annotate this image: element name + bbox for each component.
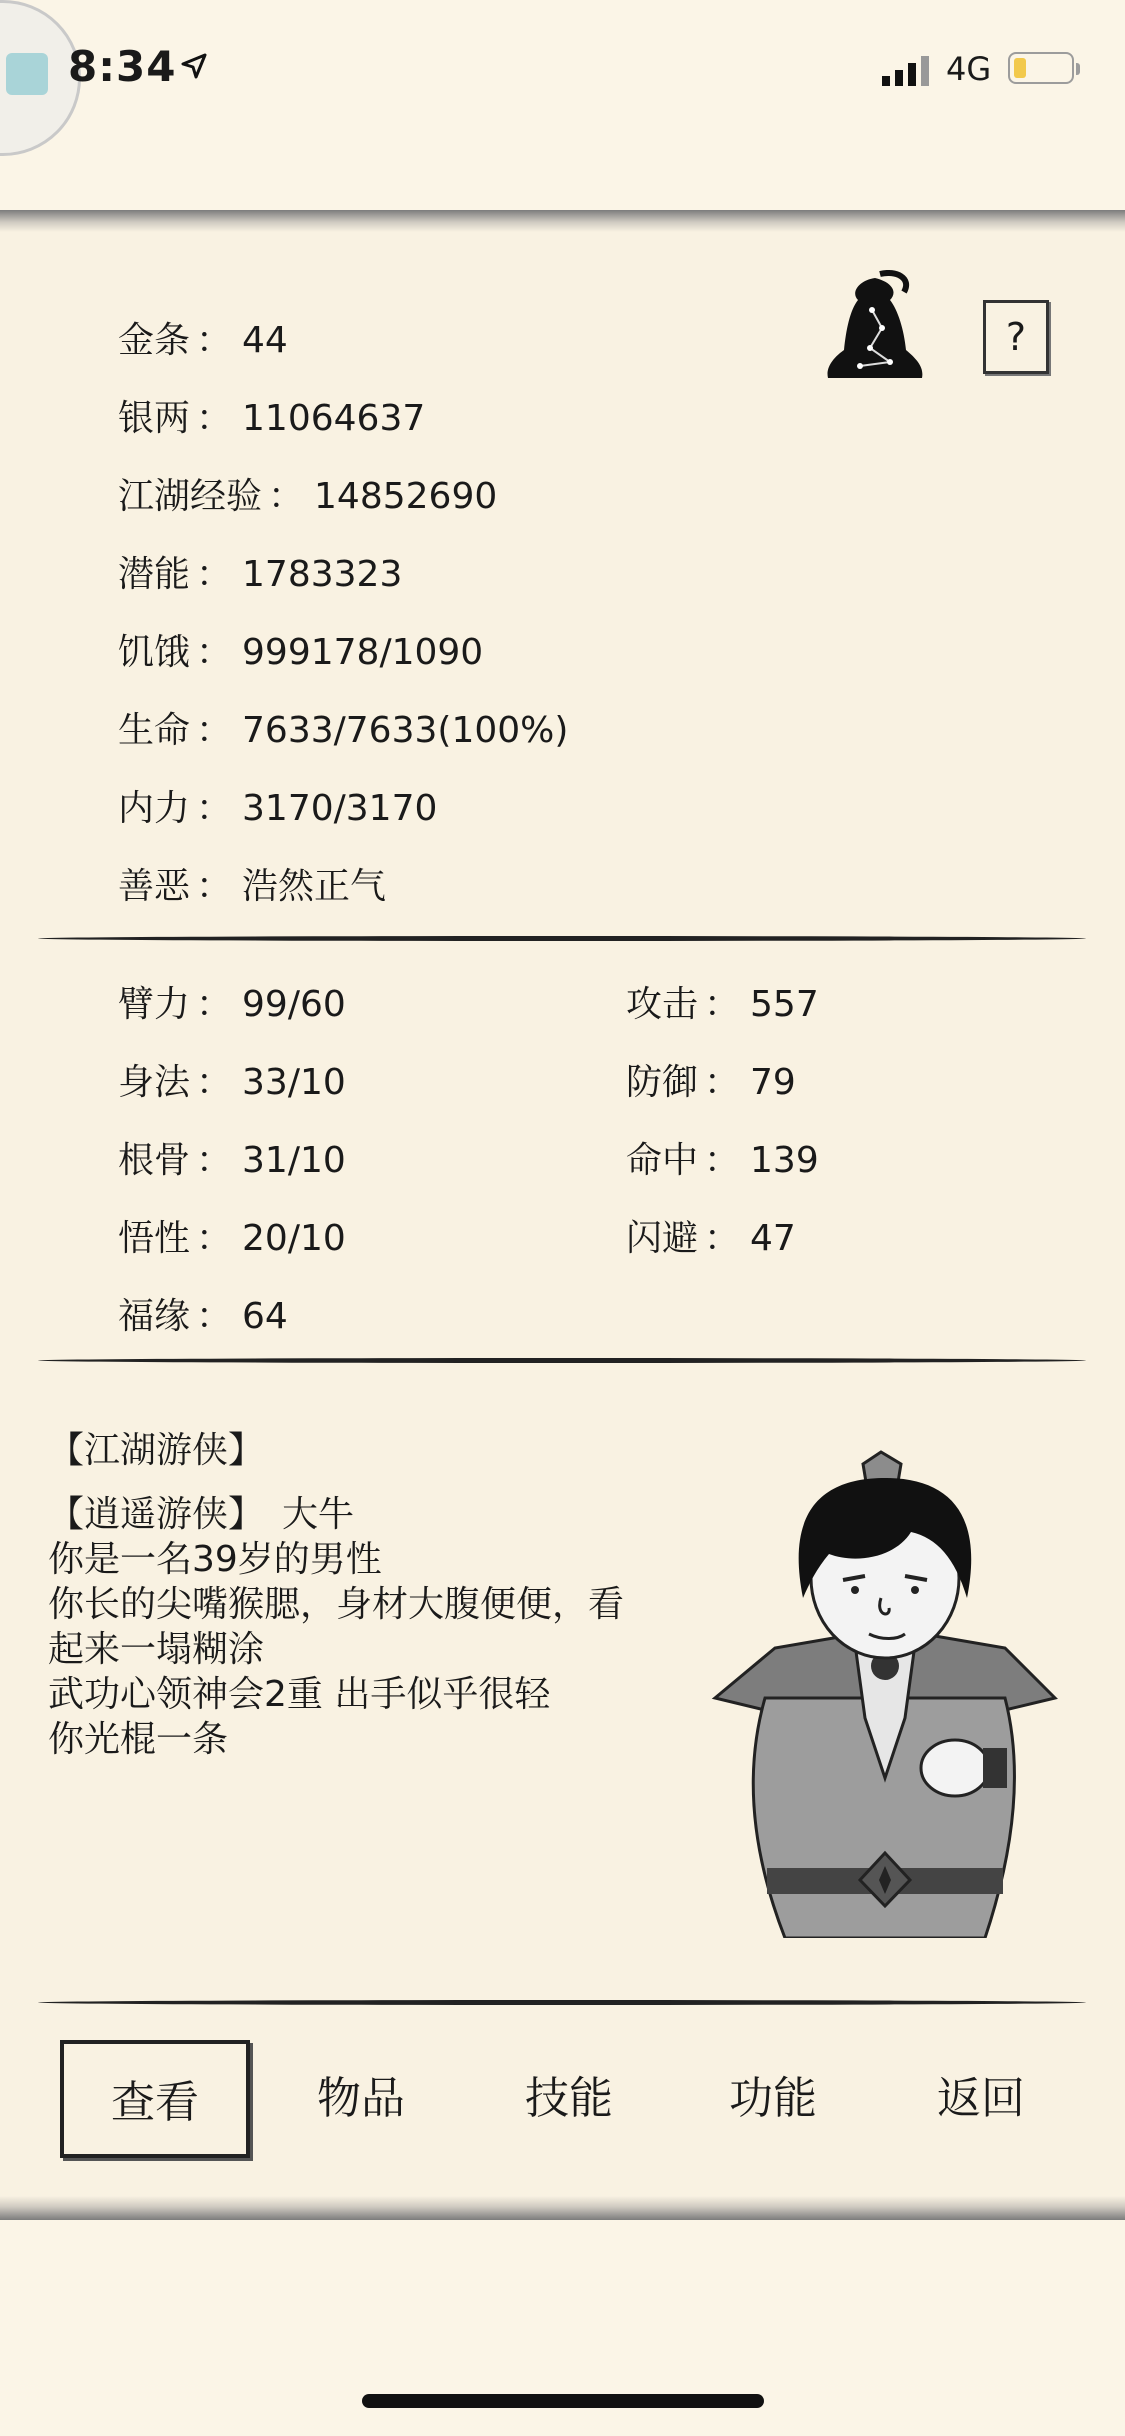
attr-attack: 攻击 ： 557	[626, 984, 819, 1025]
attr-accuracy: 命中 ： 139	[626, 1140, 819, 1181]
desc-line: 【江湖游侠】	[48, 1430, 265, 1471]
stat-row-silver: 银两 ： 11064637	[118, 398, 426, 439]
desc-line: 你长的尖嘴猴腮，身材大腹便便，看	[48, 1584, 625, 1625]
panel-bottom-edge	[0, 2196, 1125, 2220]
meditation-constellation-icon[interactable]	[820, 270, 930, 390]
section-divider	[38, 1358, 1086, 1363]
desc-line: 你是一名39岁的男性	[48, 1539, 382, 1580]
home-indicator[interactable]	[362, 2394, 764, 2408]
tab-view[interactable]: 查看	[60, 2040, 250, 2158]
attr-strength: 臂力 ： 99/60	[118, 984, 346, 1025]
character-portrait	[705, 1448, 1065, 1938]
desc-line: 你光棍一条	[48, 1719, 229, 1760]
cellular-signal-icon	[880, 54, 934, 86]
section-divider	[38, 936, 1086, 941]
tab-functions[interactable]: 功能	[729, 2073, 817, 2124]
tab-items[interactable]: 物品	[317, 2073, 405, 2124]
stat-row-morality: 善恶 ： 浩然正气	[118, 866, 387, 907]
attr-agility: 身法 ： 33/10	[118, 1062, 346, 1103]
network-type: 4G	[946, 50, 992, 88]
stat-row-experience: 江湖经验 ： 14852690	[118, 476, 498, 517]
bottom-tab-bar	[0, 2040, 1125, 2170]
panel-top-edge	[0, 210, 1125, 232]
attr-constitution: 根骨 ： 31/10	[118, 1140, 346, 1181]
tab-back[interactable]: 返回	[937, 2073, 1025, 2124]
attr-defense: 防御 ： 79	[626, 1062, 796, 1103]
status-bar	[0, 0, 1125, 140]
help-button[interactable]: ?	[983, 300, 1049, 374]
desc-line: 武功心领神会2重 出手似乎很轻	[48, 1674, 551, 1715]
attr-comprehension: 悟性 ： 20/10	[118, 1218, 346, 1259]
section-divider	[38, 2000, 1086, 2005]
stat-row-hunger: 饥饿 ： 999178/1090	[118, 632, 484, 673]
stat-row-health: 生命 ： 7633/7633(100%)	[118, 710, 569, 751]
battery-icon	[1008, 52, 1074, 84]
attr-luck: 福缘 ： 64	[118, 1296, 288, 1337]
location-arrow-icon	[180, 52, 208, 80]
status-time: 8:34	[68, 42, 177, 91]
app-icon	[6, 53, 48, 95]
tab-skills[interactable]: 技能	[525, 2073, 613, 2124]
stat-row-potential: 潜能 ： 1783323	[118, 554, 403, 595]
attr-dodge: 闪避 ： 47	[626, 1218, 796, 1259]
desc-line: 【逍遥游侠】 大牛	[48, 1494, 355, 1535]
stat-row-gold: 金条 ： 44	[118, 320, 288, 361]
desc-line: 起来一塌糊涂	[48, 1629, 265, 1670]
stat-row-internal-power: 内力 ： 3170/3170	[118, 788, 438, 829]
